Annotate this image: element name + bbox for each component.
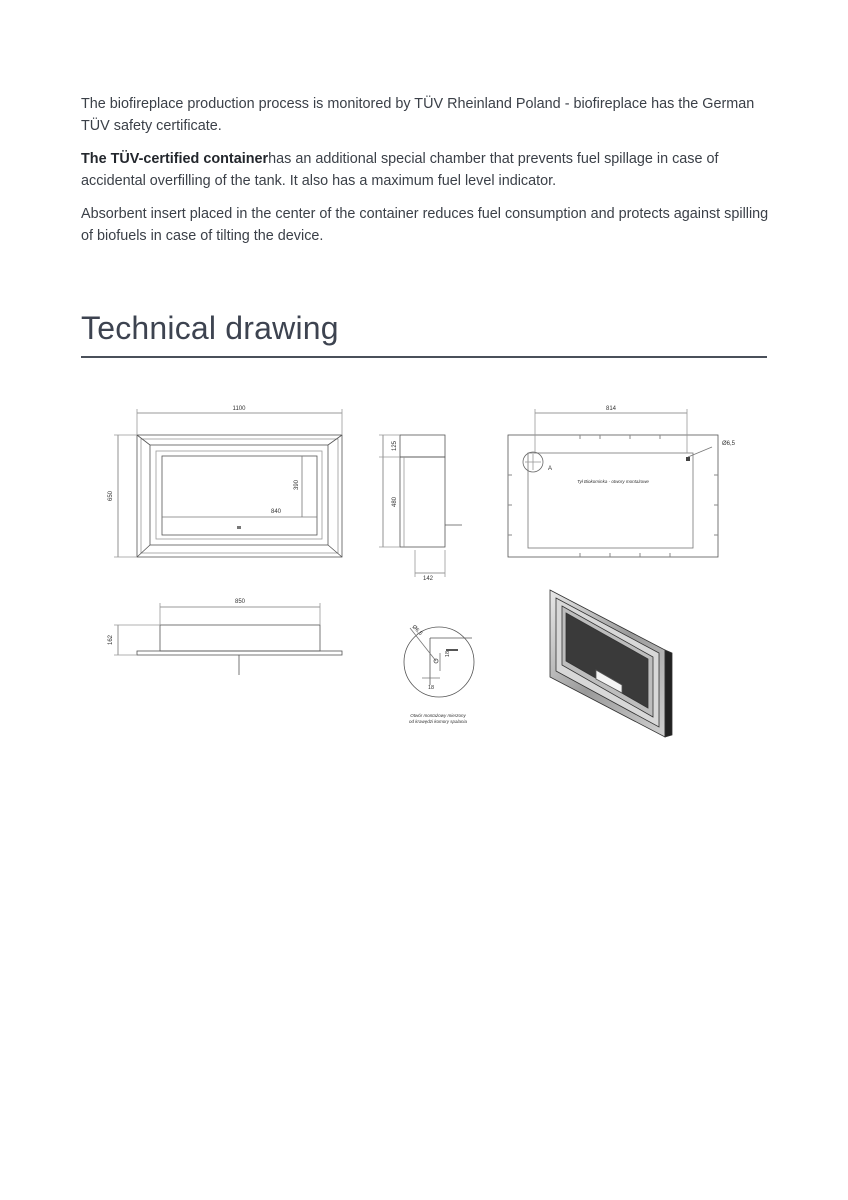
dim-inner-width: 840 — [270, 509, 282, 515]
dim-back-width: 814 — [605, 406, 617, 412]
dim-side-depth: 142 — [422, 576, 434, 582]
insert-paragraph: Absorbent insert placed in the center of the container reduces fuel consumption and protects against spilling of biofuels in case of tilting the device. — [81, 206, 769, 244]
detail-caption-line-1: Otwór montażowy mierzony — [410, 713, 466, 718]
dim-detail-vertical: 18 — [445, 650, 451, 658]
technical-drawing — [100, 395, 760, 745]
dim-side-top: 125 — [392, 440, 398, 452]
section-title: Technical drawing — [81, 310, 339, 346]
isometric-view — [550, 590, 672, 737]
top-view — [114, 603, 342, 675]
back-view-label: Tył Biokominka - otwory montażowe — [577, 479, 649, 484]
intro-paragraph: The biofireplace production process is monitored by TÜV Rheinland Poland - biofireplace has the German TÜV safety certificate. — [81, 96, 755, 134]
dim-top-width: 850 — [234, 599, 246, 605]
container-paragraph — [81, 148, 771, 192]
dim-front-height: 650 — [108, 490, 114, 502]
detail-caption-line-2: od krawędzi komory spalania — [408, 719, 468, 724]
container-paragraph-text: has an additional special chamber that prevents fuel spillage in case of accidental overfilling of the tank. It also has a maximum fuel level indicator. — [81, 151, 719, 189]
detail-view — [404, 627, 474, 697]
dim-detail-horizontal: 18 — [427, 685, 435, 691]
detail-marker-label: A — [548, 466, 553, 472]
dim-inner-height: 390 — [294, 479, 300, 491]
front-view — [114, 409, 342, 557]
dim-top-height: 162 — [108, 634, 114, 646]
section-divider — [81, 356, 767, 358]
dim-detail-diameter: Ø6,5 — [410, 624, 424, 637]
dim-side-height: 480 — [392, 496, 398, 508]
dim-front-width: 1100 — [232, 406, 246, 412]
container-paragraph-bold: The TÜV-certified container — [81, 151, 269, 167]
dim-hole-diameter: Ø6,5 — [722, 441, 736, 447]
